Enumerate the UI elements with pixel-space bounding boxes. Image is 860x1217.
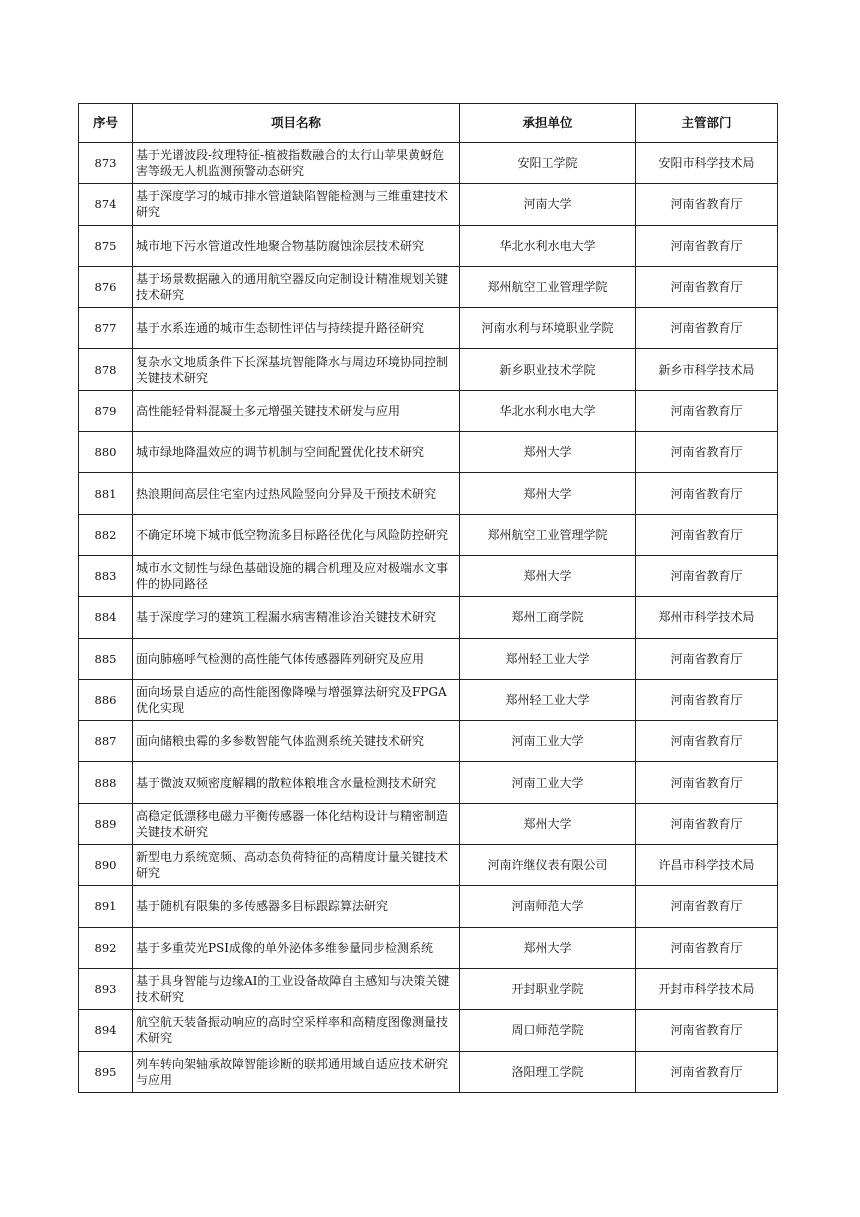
cell-project-name: 基于多重荧光PSI成像的单外泌体多维参量同步检测系统 [133, 927, 460, 968]
cell-supervising-department: 河南省教育厅 [636, 1010, 778, 1051]
table-row [79, 349, 778, 390]
column-header-project-name: 项目名称 [133, 104, 460, 143]
table-row [79, 1010, 778, 1051]
column-header-supervising-department: 主管部门 [636, 104, 778, 143]
cell-undertaking-unit: 开封职业学院 [460, 968, 636, 1009]
cell-number: 889 [79, 803, 133, 844]
cell-undertaking-unit: 新乡职业技术学院 [460, 349, 636, 390]
table-body [79, 143, 778, 1093]
cell-undertaking-unit: 河南工业大学 [460, 721, 636, 762]
cell-project-name: 基于水系连通的城市生态韧性评估与持续提升路径研究 [133, 308, 460, 349]
table-row [79, 184, 778, 225]
cell-undertaking-unit: 郑州大学 [460, 432, 636, 473]
cell-project-name: 基于深度学习的城市排水管道缺陷智能检测与三维重建技术研究 [133, 184, 460, 225]
cell-undertaking-unit: 周口师范学院 [460, 1010, 636, 1051]
table-row [79, 638, 778, 679]
cell-supervising-department: 河南省教育厅 [636, 886, 778, 927]
cell-project-name: 基于场景数据融入的通用航空器反向定制设计精准规划关键技术研究 [133, 266, 460, 307]
cell-supervising-department: 河南省教育厅 [636, 514, 778, 555]
cell-project-name: 基于随机有限集的多传感器多目标跟踪算法研究 [133, 886, 460, 927]
table-row [79, 845, 778, 886]
cell-undertaking-unit: 洛阳理工学院 [460, 1051, 636, 1092]
cell-supervising-department: 郑州市科学技术局 [636, 597, 778, 638]
cell-undertaking-unit: 郑州航空工业管理学院 [460, 266, 636, 307]
cell-project-name: 基于光谱波段-纹理特征-植被指数融合的太行山苹果黄蚜危害等级无人机监测预警动态研究 [133, 143, 460, 184]
cell-number: 884 [79, 597, 133, 638]
table-row [79, 308, 778, 349]
cell-supervising-department: 河南省教育厅 [636, 927, 778, 968]
cell-undertaking-unit: 河南大学 [460, 184, 636, 225]
cell-supervising-department: 安阳市科学技术局 [636, 143, 778, 184]
header-row [79, 104, 778, 143]
cell-undertaking-unit: 华北水利水电大学 [460, 225, 636, 266]
cell-number: 891 [79, 886, 133, 927]
cell-number: 890 [79, 845, 133, 886]
cell-project-name: 面向肺癌呼气检测的高性能气体传感器阵列研究及应用 [133, 638, 460, 679]
table-row [79, 679, 778, 720]
cell-undertaking-unit: 安阳工学院 [460, 143, 636, 184]
table-row [79, 225, 778, 266]
table-header [79, 104, 778, 143]
cell-project-name: 面向储粮虫霉的多参数智能气体监测系统关键技术研究 [133, 721, 460, 762]
table-row [79, 1051, 778, 1092]
cell-supervising-department: 河南省教育厅 [636, 762, 778, 803]
cell-project-name: 基于微波双频密度解耦的散粒体粮堆含水量检测技术研究 [133, 762, 460, 803]
cell-number: 879 [79, 390, 133, 431]
table-row [79, 762, 778, 803]
cell-number: 886 [79, 679, 133, 720]
cell-undertaking-unit: 郑州轻工业大学 [460, 679, 636, 720]
cell-supervising-department: 河南省教育厅 [636, 184, 778, 225]
cell-undertaking-unit: 郑州航空工业管理学院 [460, 514, 636, 555]
table-row [79, 514, 778, 555]
cell-project-name: 城市地下污水管道改性地聚合物基防腐蚀涂层技术研究 [133, 225, 460, 266]
table-row [79, 390, 778, 431]
project-table [78, 103, 778, 1093]
cell-supervising-department: 河南省教育厅 [636, 266, 778, 307]
cell-undertaking-unit: 河南师范大学 [460, 886, 636, 927]
table-row [79, 432, 778, 473]
cell-undertaking-unit: 河南水利与环境职业学院 [460, 308, 636, 349]
cell-number: 873 [79, 143, 133, 184]
cell-project-name: 面向场景自适应的高性能图像降噪与增强算法研究及FPGA优化实现 [133, 679, 460, 720]
cell-supervising-department: 河南省教育厅 [636, 679, 778, 720]
cell-supervising-department: 河南省教育厅 [636, 432, 778, 473]
cell-number: 893 [79, 968, 133, 1009]
cell-number: 894 [79, 1010, 133, 1051]
cell-project-name: 城市绿地降温效应的调节机制与空间配置优化技术研究 [133, 432, 460, 473]
cell-undertaking-unit: 华北水利水电大学 [460, 390, 636, 431]
cell-project-name: 城市水文韧性与绿色基础设施的耦合机理及应对极端水文事件的协同路径 [133, 555, 460, 596]
cell-supervising-department: 河南省教育厅 [636, 721, 778, 762]
cell-supervising-department: 河南省教育厅 [636, 638, 778, 679]
cell-project-name: 基于深度学习的建筑工程漏水病害精准诊治关键技术研究 [133, 597, 460, 638]
cell-number: 877 [79, 308, 133, 349]
cell-number: 876 [79, 266, 133, 307]
cell-number: 878 [79, 349, 133, 390]
cell-undertaking-unit: 郑州大学 [460, 803, 636, 844]
table-row [79, 803, 778, 844]
cell-undertaking-unit: 河南许继仪表有限公司 [460, 845, 636, 886]
cell-supervising-department: 河南省教育厅 [636, 308, 778, 349]
cell-supervising-department: 河南省教育厅 [636, 1051, 778, 1092]
table-row [79, 597, 778, 638]
cell-number: 888 [79, 762, 133, 803]
cell-undertaking-unit: 郑州大学 [460, 927, 636, 968]
cell-project-name: 高性能轻骨料混凝土多元增强关键技术研发与应用 [133, 390, 460, 431]
cell-number: 895 [79, 1051, 133, 1092]
cell-supervising-department: 新乡市科学技术局 [636, 349, 778, 390]
column-header-number: 序号 [79, 104, 133, 143]
cell-supervising-department: 河南省教育厅 [636, 803, 778, 844]
cell-project-name: 高稳定低漂移电磁力平衡传感器一体化结构设计与精密制造关键技术研究 [133, 803, 460, 844]
cell-supervising-department: 许昌市科学技术局 [636, 845, 778, 886]
cell-undertaking-unit: 郑州大学 [460, 473, 636, 514]
cell-number: 887 [79, 721, 133, 762]
cell-number: 885 [79, 638, 133, 679]
table-row [79, 721, 778, 762]
cell-undertaking-unit: 郑州大学 [460, 555, 636, 596]
column-header-undertaking-unit: 承担单位 [460, 104, 636, 143]
cell-number: 892 [79, 927, 133, 968]
table-row [79, 555, 778, 596]
cell-undertaking-unit: 郑州轻工业大学 [460, 638, 636, 679]
cell-supervising-department: 河南省教育厅 [636, 225, 778, 266]
table-row [79, 886, 778, 927]
cell-supervising-department: 河南省教育厅 [636, 390, 778, 431]
cell-project-name: 基于具身智能与边缘AI的工业设备故障自主感知与决策关键技术研究 [133, 968, 460, 1009]
cell-project-name: 新型电力系统宽频、高动态负荷特征的高精度计量关键技术研究 [133, 845, 460, 886]
cell-number: 881 [79, 473, 133, 514]
cell-project-name: 不确定环境下城市低空物流多目标路径优化与风险防控研究 [133, 514, 460, 555]
cell-project-name: 热浪期间高层住宅室内过热风险竖向分异及干预技术研究 [133, 473, 460, 514]
cell-number: 875 [79, 225, 133, 266]
cell-project-name: 复杂水文地质条件下长深基坑智能降水与周边环境协同控制关键技术研究 [133, 349, 460, 390]
cell-number: 883 [79, 555, 133, 596]
cell-undertaking-unit: 郑州工商学院 [460, 597, 636, 638]
cell-project-name: 列车转向架轴承故障智能诊断的联邦通用域自适应技术研究与应用 [133, 1051, 460, 1092]
table-row [79, 968, 778, 1009]
cell-undertaking-unit: 河南工业大学 [460, 762, 636, 803]
cell-supervising-department: 河南省教育厅 [636, 473, 778, 514]
cell-number: 880 [79, 432, 133, 473]
cell-number: 874 [79, 184, 133, 225]
cell-supervising-department: 河南省教育厅 [636, 555, 778, 596]
cell-project-name: 航空航天装备振动响应的高时空采样率和高精度图像测量技术研究 [133, 1010, 460, 1051]
table-row [79, 473, 778, 514]
cell-number: 882 [79, 514, 133, 555]
table-row [79, 143, 778, 184]
cell-supervising-department: 开封市科学技术局 [636, 968, 778, 1009]
table-row [79, 266, 778, 307]
table-row [79, 927, 778, 968]
